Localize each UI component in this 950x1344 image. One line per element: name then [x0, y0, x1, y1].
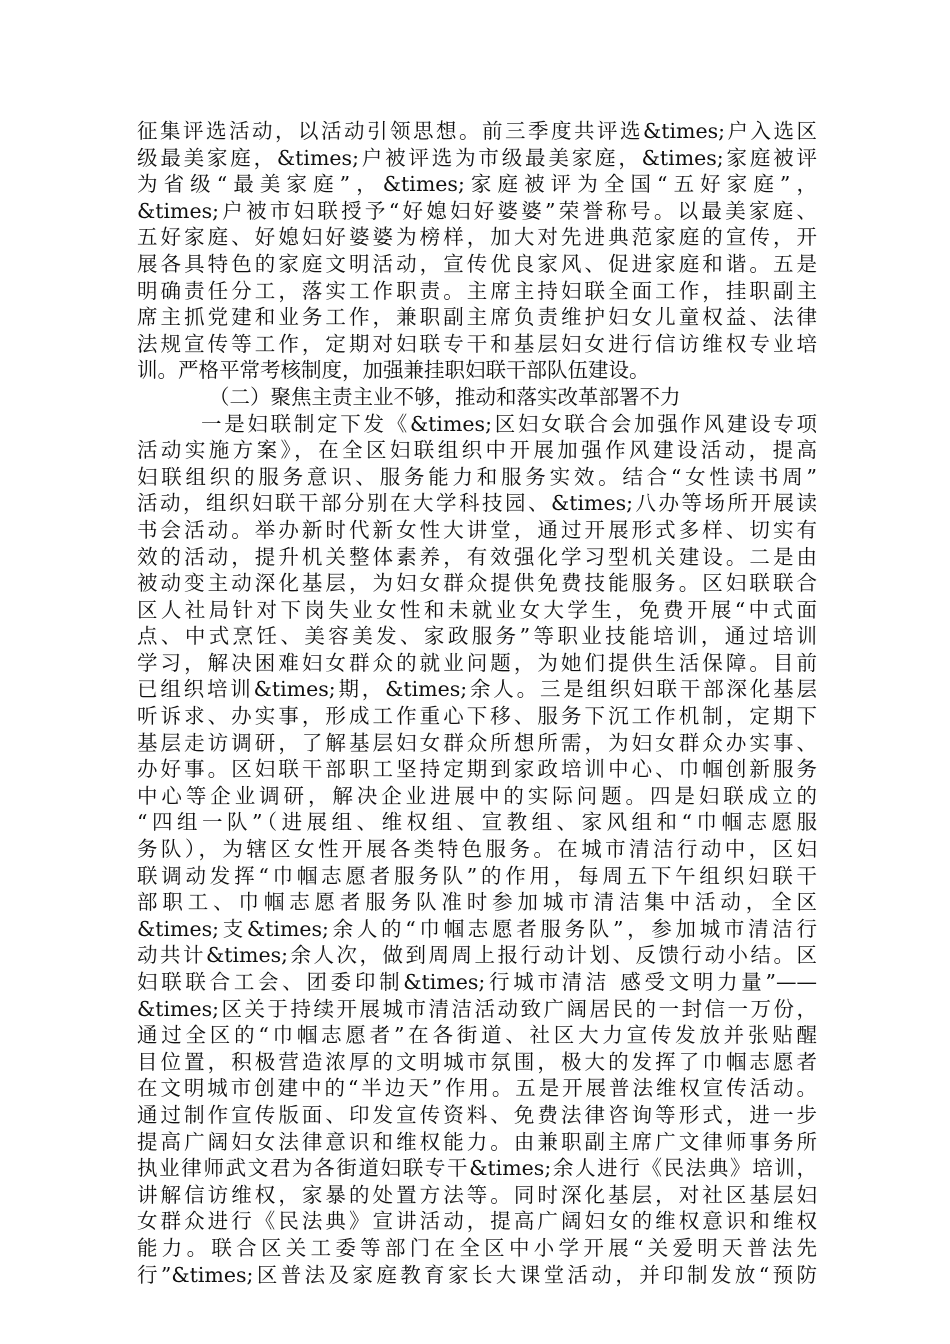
- text-line: 为省级“最美家庭”，&times;家庭被评为全国“五好家庭”，: [137, 172, 817, 197]
- text-line: 能力。联合区关工委等部门在全区中小学开展“关爱明天普法先: [137, 1235, 817, 1260]
- text-line: 女群众进行《民法典》宣讲活动，提高广阔妇女的维权意识和维权: [137, 1209, 817, 1234]
- text-line: 基层走访调研，了解基层妇女群众所想所需，为妇女群众办实事、: [137, 730, 817, 755]
- text-line: 明确责任分工，落实工作职责。主席主持妇联全面工作，挂职副主: [137, 278, 817, 303]
- text-line: 活动实施方案》，在全区妇联组织中开展加强作风建设活动，提高: [137, 438, 817, 463]
- text-line: “四组一队”（进展组、维权组、宣教组、家风组和“巾帼志愿服: [137, 810, 817, 835]
- text-line: 务队），为辖区女性开展各类特色服务。在城市清洁行动中，区妇: [137, 837, 817, 862]
- text-line: 法规宣传等工作，定期对妇联专干和基层妇女进行信访维权专业培: [137, 331, 817, 356]
- text-line: 提高广阔妇女法律意识和维权能力。由兼职副主席广文律师事务所: [137, 1129, 817, 1154]
- text-line: 活动，组织妇联干部分别在大学科技园、&times;八办等场所开展读: [137, 491, 817, 516]
- text-line: 部职工、巾帼志愿者服务队准时参加城市清洁集中活动，全区: [137, 890, 817, 915]
- text-line: 已组织培训&times;期，&times;余人。三是组织妇联干部深化基层: [137, 677, 817, 702]
- text-line: 训。严格平常考核制度，加强兼挂职妇联干部队伍建设。: [137, 358, 650, 383]
- text-line: 通过制作宣传版面、印发宣传资料、免费法律咨询等形式，进一步: [137, 1102, 817, 1127]
- text-line: 妇联组织的服务意识、服务能力和服务实效。结合“女性读书周”: [137, 464, 817, 489]
- text-line: 书会活动。举办新时代新女性大讲堂，通过开展形式多样、切实有: [137, 517, 817, 542]
- text-line: 行”&times;区普法及家庭教育家长大课堂活动，并印制发放“预防: [137, 1262, 817, 1287]
- text-line: 级最美家庭，&times;户被评选为市级最美家庭，&times;家庭被评: [137, 145, 817, 170]
- document-page: [137, 118, 817, 1288]
- text-line: 席主抓党建和业务工作，兼职副主席负责维护妇女儿童权益、法律: [137, 305, 817, 330]
- text-line: 区人社局针对下岗失业女性和未就业女大学生，免费开展“中式面: [137, 597, 817, 622]
- text-line: 办好事。区妇联干部职工坚持定期到家政培训中心、巾帼创新服务: [137, 757, 817, 782]
- text-line: 展各具特色的家庭文明活动，宣传优良家风、促进家庭和谐。五是: [137, 251, 817, 276]
- text-line: 中心等企业调研，解决企业进展中的实际问题。四是妇联成立的: [137, 783, 817, 808]
- text-line: 效的活动，提升机关整体素养，有效强化学习型机关建设。二是由: [137, 544, 817, 569]
- section-heading: （二）聚焦主责主业不够，推动和落实改革部署不力: [209, 384, 681, 409]
- text-line: 通过全区的“巾帼志愿者”在各街道、社区大力宣传发放并张贴醒: [137, 1023, 817, 1048]
- text-line: 点、中式烹饪、美容美发、家政服务”等职业技能培训，通过培训: [137, 624, 817, 649]
- text-line: 一是妇联制定下发《&times;区妇女联合会加强作风建设专项: [201, 411, 817, 436]
- text-line: 讲解信访维权，家暴的处置方法等。同时深化基层，对社区基层妇: [137, 1182, 817, 1207]
- text-line: 五好家庭、好媳妇好婆婆为榜样，加大对先进典范家庭的宣传，开: [137, 225, 817, 250]
- text-line: 联调动发挥“巾帼志愿者服务队”的作用，每周五下午组织妇联干: [137, 863, 817, 888]
- text-line: 在文明城市创建中的“半边天”作用。五是开展普法维权宣传活动。: [137, 1076, 817, 1101]
- text-line: 执业律师武文君为各街道妇联专干&times;余人进行《民法典》培训，: [137, 1156, 817, 1181]
- text-line: 被动变主动深化基层，为妇女群众提供免费技能服务。区妇联联合: [137, 571, 817, 596]
- text-line: 妇联联合工会、团委印制&times;行城市清洁 感受文明力量”——: [137, 970, 817, 994]
- text-line: 动共计&times;余人次，做到周周上报行动计划、反馈行动小结。区: [137, 943, 817, 968]
- text-line: 目位置，积极营造浓厚的文明城市氛围，极大的发挥了巾帼志愿者: [137, 1049, 817, 1074]
- text-line: &times;户被市妇联授予“好媳妇好婆婆”荣誉称号。以最美家庭、: [137, 198, 817, 223]
- text-line: 征集评选活动，以活动引领思想。前三季度共评选&times;户入选区: [137, 119, 817, 143]
- text-line: 学习，解决困难妇女群众的就业问题，为她们提供生活保障。目前: [137, 650, 817, 675]
- text-line: 听诉求、办实事，形成工作重心下移、服务下沉工作机制，定期下: [137, 704, 817, 729]
- text-line: &times;支&times;余人的“巾帼志愿者服务队”，参加城市清洁行: [137, 916, 817, 941]
- text-line: &times;区关于持续开展城市清洁活动致广阔居民的一封信一万份，: [137, 996, 817, 1021]
